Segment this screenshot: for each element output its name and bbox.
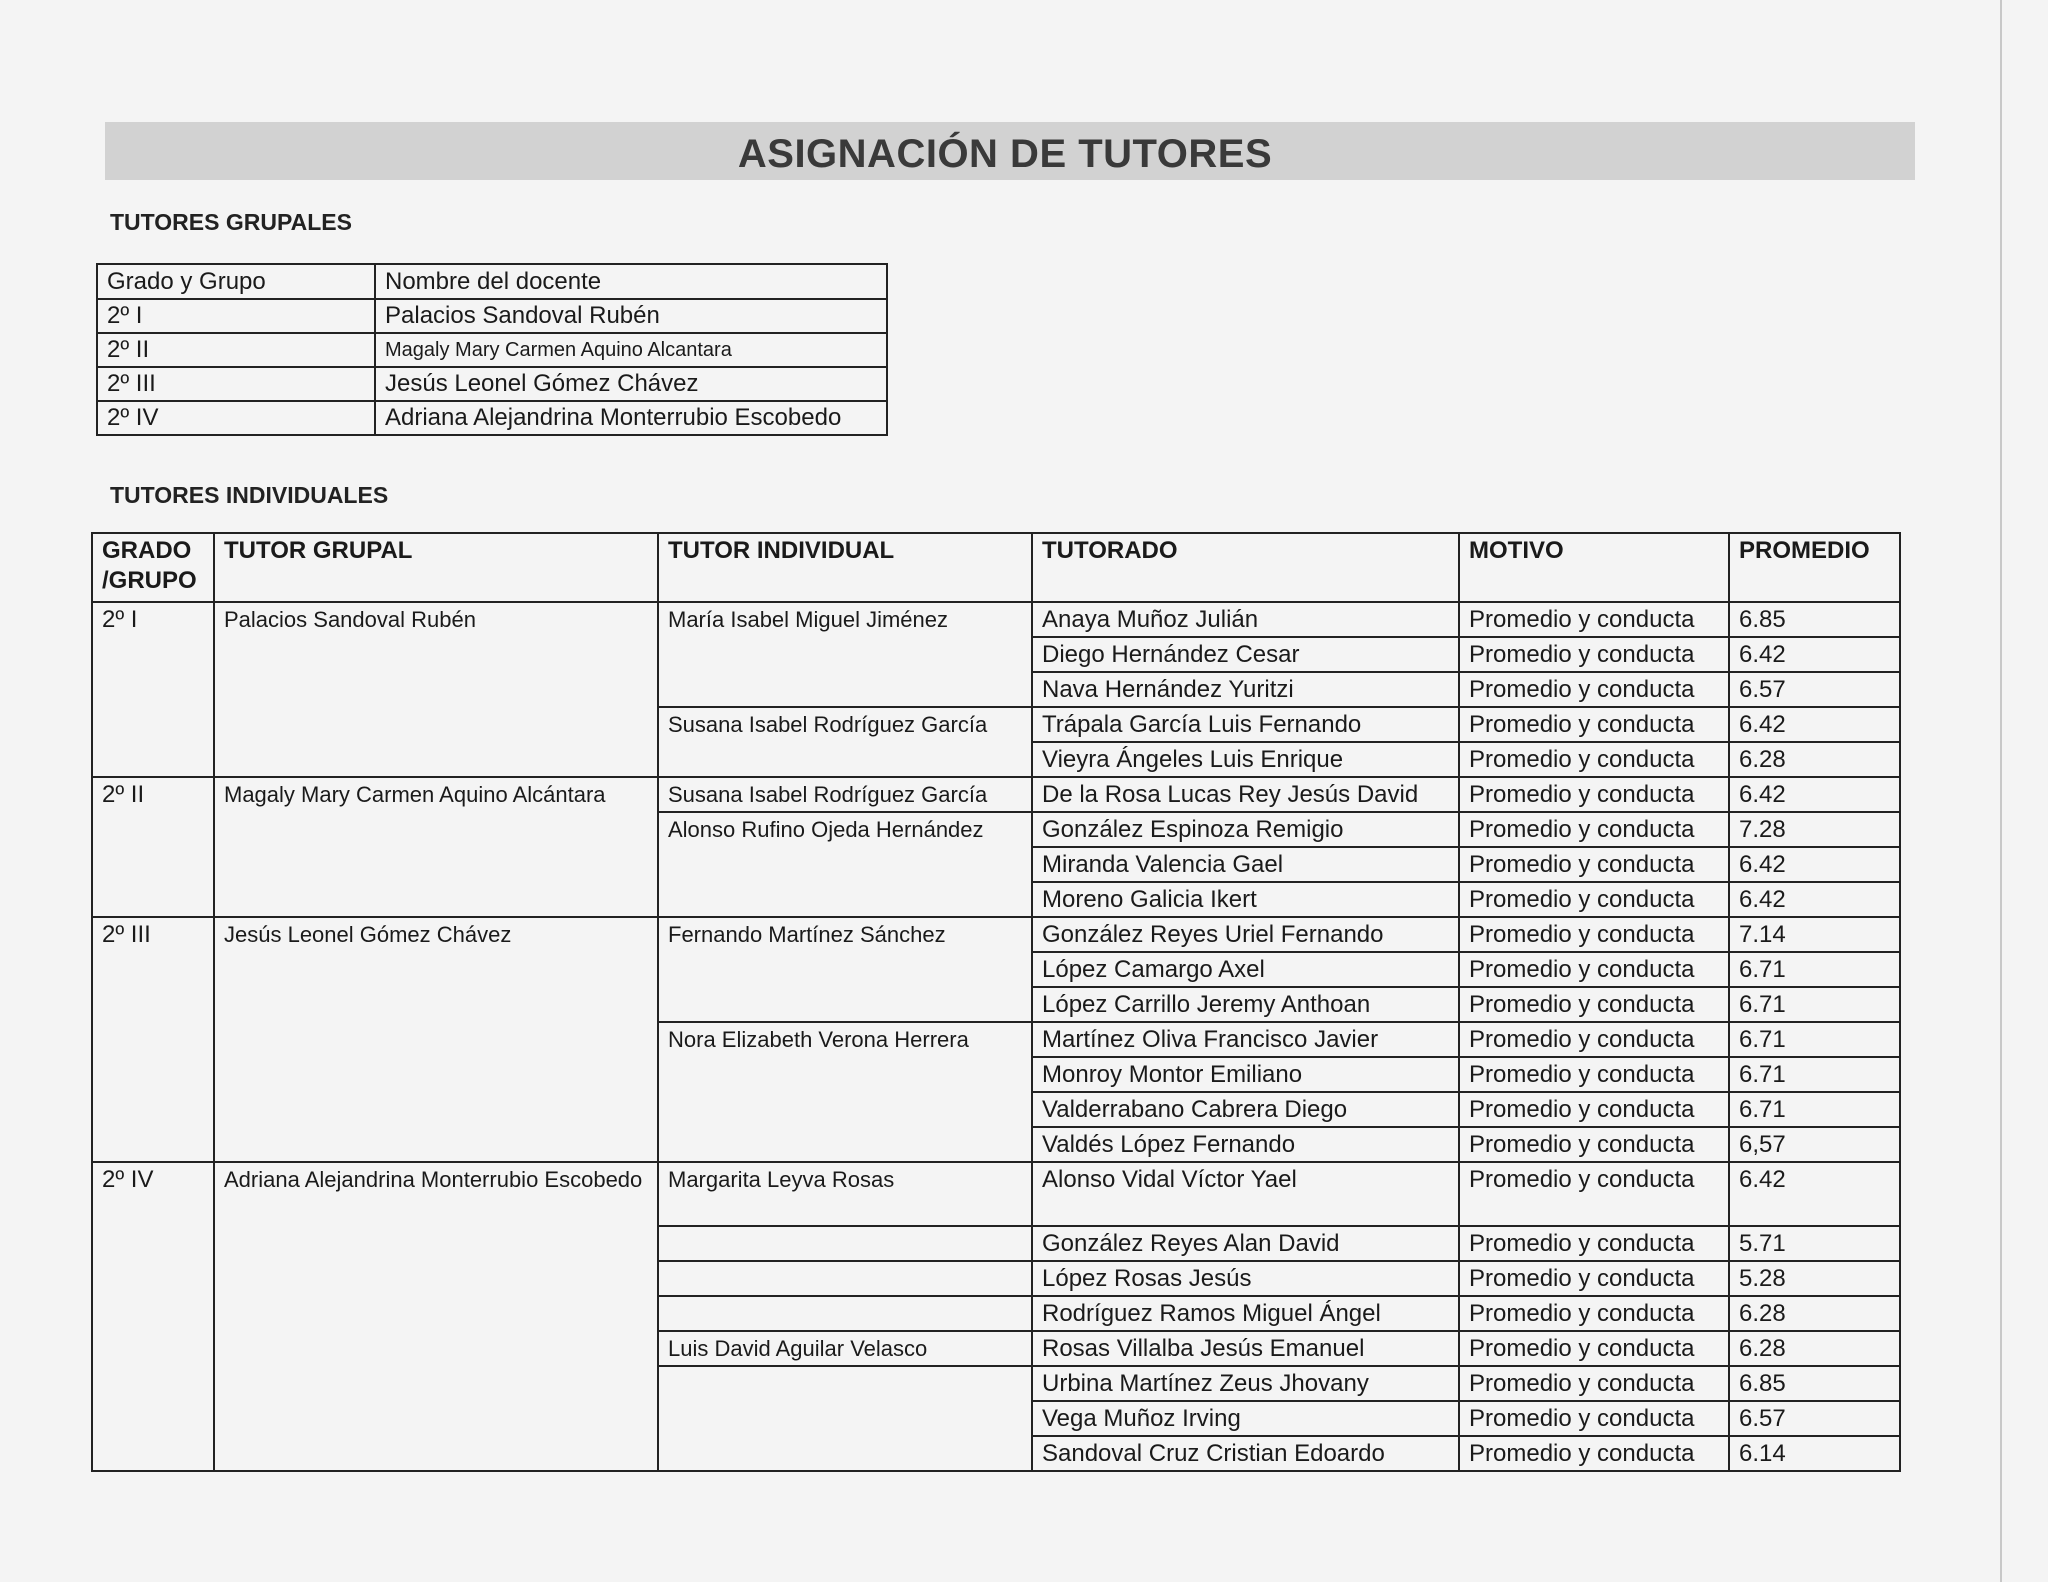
tutorado-cell: González Reyes Uriel Fernando	[1032, 917, 1459, 952]
docente-cell: Palacios Sandoval Rubén	[375, 299, 887, 333]
promedio-cell: 6.71	[1729, 1022, 1900, 1057]
tutor-individual-cell: Alonso Rufino Ojeda Hernández	[658, 812, 1032, 917]
promedio-cell: 6,57	[1729, 1127, 1900, 1162]
tutorado-cell: Monroy Montor Emiliano	[1032, 1057, 1459, 1092]
promedio-cell: 5.28	[1729, 1261, 1900, 1296]
tutorado-cell: Miranda Valencia Gael	[1032, 847, 1459, 882]
tutorado-cell: Martínez Oliva Francisco Javier	[1032, 1022, 1459, 1057]
tutores-individuales-table	[91, 532, 1901, 1472]
header-tutor-individual: TUTOR INDIVIDUAL	[658, 533, 1032, 602]
tutores-grupales-table	[96, 263, 888, 436]
tutorado-cell: Rosas Villalba Jesús Emanuel	[1032, 1331, 1459, 1366]
tutorado-cell: Sandoval Cruz Cristian Edoardo	[1032, 1436, 1459, 1471]
tutor-individual-cell: Susana Isabel Rodríguez García	[658, 777, 1032, 812]
motivo-cell: Promedio y conducta	[1459, 1092, 1729, 1127]
tutorado-cell: López Camargo Axel	[1032, 952, 1459, 987]
header-tutor-grupal: TUTOR GRUPAL	[214, 533, 658, 602]
grado-cell: 2º II	[92, 777, 214, 917]
promedio-cell: 6.42	[1729, 1162, 1900, 1226]
motivo-cell: Promedio y conducta	[1459, 1057, 1729, 1092]
tutorado-cell: Rodríguez Ramos Miguel Ángel	[1032, 1296, 1459, 1331]
tutor-individual-cell: Susana Isabel Rodríguez García	[658, 707, 1032, 777]
table-row	[92, 1162, 1900, 1226]
motivo-cell: Promedio y conducta	[1459, 1022, 1729, 1057]
header-grado-grupo: GRADO /GRUPO	[92, 533, 214, 602]
tutorado-cell: González Espinoza Remigio	[1032, 812, 1459, 847]
docente-cell: Magaly Mary Carmen Aquino Alcantara	[375, 333, 887, 367]
promedio-cell: 7.14	[1729, 917, 1900, 952]
promedio-cell: 6.28	[1729, 1296, 1900, 1331]
tutor-grupal-cell: Palacios Sandoval Rubén	[214, 602, 658, 777]
grado-cell: 2º III	[92, 917, 214, 1162]
header-nombre-docente: Nombre del docente	[375, 264, 887, 299]
grado-cell: 2º IV	[97, 401, 375, 435]
motivo-cell: Promedio y conducta	[1459, 882, 1729, 917]
header-grado-grupo: Grado y Grupo	[97, 264, 375, 299]
document-title: ASIGNACIÓN DE TUTORES	[737, 131, 1273, 176]
table-row	[97, 401, 887, 435]
grado-cell: 2º I	[92, 602, 214, 777]
motivo-cell: Promedio y conducta	[1459, 1261, 1729, 1296]
header-motivo: MOTIVO	[1459, 533, 1729, 602]
tutor-individual-cell: María Isabel Miguel Jiménez	[658, 602, 1032, 707]
tutorado-cell: Vieyra Ángeles Luis Enrique	[1032, 742, 1459, 777]
promedio-cell: 6.71	[1729, 1057, 1900, 1092]
tutorado-cell: Diego Hernández Cesar	[1032, 637, 1459, 672]
grupales-heading: TUTORES GRUPALES	[110, 209, 352, 235]
motivo-cell: Promedio y conducta	[1459, 847, 1729, 882]
tutor-individual-cell: Luis David Aguilar Velasco	[658, 1331, 1032, 1366]
tutorado-cell: López Rosas Jesús	[1032, 1261, 1459, 1296]
promedio-cell: 6.57	[1729, 1401, 1900, 1436]
promedio-cell: 6.14	[1729, 1436, 1900, 1471]
promedio-cell: 6.71	[1729, 1092, 1900, 1127]
motivo-cell: Promedio y conducta	[1459, 952, 1729, 987]
page-edge	[2000, 0, 2002, 1582]
title-bar	[105, 122, 1915, 180]
promedio-cell: 6.71	[1729, 987, 1900, 1022]
table-row	[97, 299, 887, 333]
motivo-cell: Promedio y conducta	[1459, 777, 1729, 812]
promedio-cell: 6.28	[1729, 1331, 1900, 1366]
motivo-cell: Promedio y conducta	[1459, 987, 1729, 1022]
motivo-cell: Promedio y conducta	[1459, 812, 1729, 847]
table-row	[97, 367, 887, 401]
motivo-cell: Promedio y conducta	[1459, 742, 1729, 777]
grado-cell: 2º IV	[92, 1162, 214, 1471]
motivo-cell: Promedio y conducta	[1459, 672, 1729, 707]
docente-cell: Adriana Alejandrina Monterrubio Escobedo	[375, 401, 887, 435]
table-row	[92, 602, 1900, 637]
tutorado-cell: Valdés López Fernando	[1032, 1127, 1459, 1162]
promedio-cell: 5.71	[1729, 1226, 1900, 1261]
tutorado-cell: Valderrabano Cabrera Diego	[1032, 1092, 1459, 1127]
table-header-row	[97, 264, 887, 299]
grado-cell: 2º III	[97, 367, 375, 401]
tutor-individual-empty-cell	[658, 1296, 1032, 1331]
promedio-cell: 6.42	[1729, 847, 1900, 882]
motivo-cell: Promedio y conducta	[1459, 1296, 1729, 1331]
promedio-cell: 6.42	[1729, 707, 1900, 742]
tutorado-cell: Urbina Martínez Zeus Jhovany	[1032, 1366, 1459, 1401]
header-promedio: PROMEDIO	[1729, 533, 1900, 602]
table-row	[92, 917, 1900, 952]
promedio-cell: 6.42	[1729, 882, 1900, 917]
tutorado-cell: Moreno Galicia Ikert	[1032, 882, 1459, 917]
grado-cell: 2º II	[97, 333, 375, 367]
promedio-cell: 6.85	[1729, 1366, 1900, 1401]
tutor-grupal-cell: Jesús Leonel Gómez Chávez	[214, 917, 658, 1162]
motivo-cell: Promedio y conducta	[1459, 602, 1729, 637]
tutorado-cell: Anaya Muñoz Julián	[1032, 602, 1459, 637]
motivo-cell: Promedio y conducta	[1459, 917, 1729, 952]
motivo-cell: Promedio y conducta	[1459, 707, 1729, 742]
motivo-cell: Promedio y conducta	[1459, 637, 1729, 672]
motivo-cell: Promedio y conducta	[1459, 1226, 1729, 1261]
promedio-cell: 6.71	[1729, 952, 1900, 987]
tutorado-cell: López Carrillo Jeremy Anthoan	[1032, 987, 1459, 1022]
motivo-cell: Promedio y conducta	[1459, 1127, 1729, 1162]
tutor-individual-cell: Margarita Leyva Rosas	[658, 1162, 1032, 1226]
table-header-row	[92, 533, 1900, 602]
promedio-cell: 6.42	[1729, 777, 1900, 812]
tutor-individual-empty-cell	[658, 1261, 1032, 1296]
tutorado-cell: De la Rosa Lucas Rey Jesús David	[1032, 777, 1459, 812]
motivo-cell: Promedio y conducta	[1459, 1162, 1729, 1226]
header-tutorado: TUTORADO	[1032, 533, 1459, 602]
docente-cell: Jesús Leonel Gómez Chávez	[375, 367, 887, 401]
motivo-cell: Promedio y conducta	[1459, 1331, 1729, 1366]
motivo-cell: Promedio y conducta	[1459, 1401, 1729, 1436]
motivo-cell: Promedio y conducta	[1459, 1366, 1729, 1401]
tutor-grupal-cell: Magaly Mary Carmen Aquino Alcántara	[214, 777, 658, 917]
tutor-grupal-cell: Adriana Alejandrina Monterrubio Escobedo	[214, 1162, 658, 1471]
promedio-cell: 6.42	[1729, 637, 1900, 672]
tutorado-cell: Vega Muñoz Irving	[1032, 1401, 1459, 1436]
tutorado-cell: González Reyes Alan David	[1032, 1226, 1459, 1261]
table-row	[97, 333, 887, 367]
tutorado-cell: Alonso Vidal Víctor Yael	[1032, 1162, 1459, 1226]
promedio-cell: 6.28	[1729, 742, 1900, 777]
individuales-heading: TUTORES INDIVIDUALES	[110, 482, 389, 508]
promedio-cell: 6.85	[1729, 602, 1900, 637]
tutor-individual-cell: Fernando Martínez Sánchez	[658, 917, 1032, 1022]
table-row	[92, 777, 1900, 812]
grado-cell: 2º I	[97, 299, 375, 333]
tutorado-cell: Nava Hernández Yuritzi	[1032, 672, 1459, 707]
promedio-cell: 7.28	[1729, 812, 1900, 847]
promedio-cell: 6.57	[1729, 672, 1900, 707]
tutor-individual-cell: Nora Elizabeth Verona Herrera	[658, 1022, 1032, 1162]
tutorado-cell: Trápala García Luis Fernando	[1032, 707, 1459, 742]
motivo-cell: Promedio y conducta	[1459, 1436, 1729, 1471]
tutor-individual-empty-cell	[658, 1366, 1032, 1471]
tutor-individual-empty-cell	[658, 1226, 1032, 1261]
